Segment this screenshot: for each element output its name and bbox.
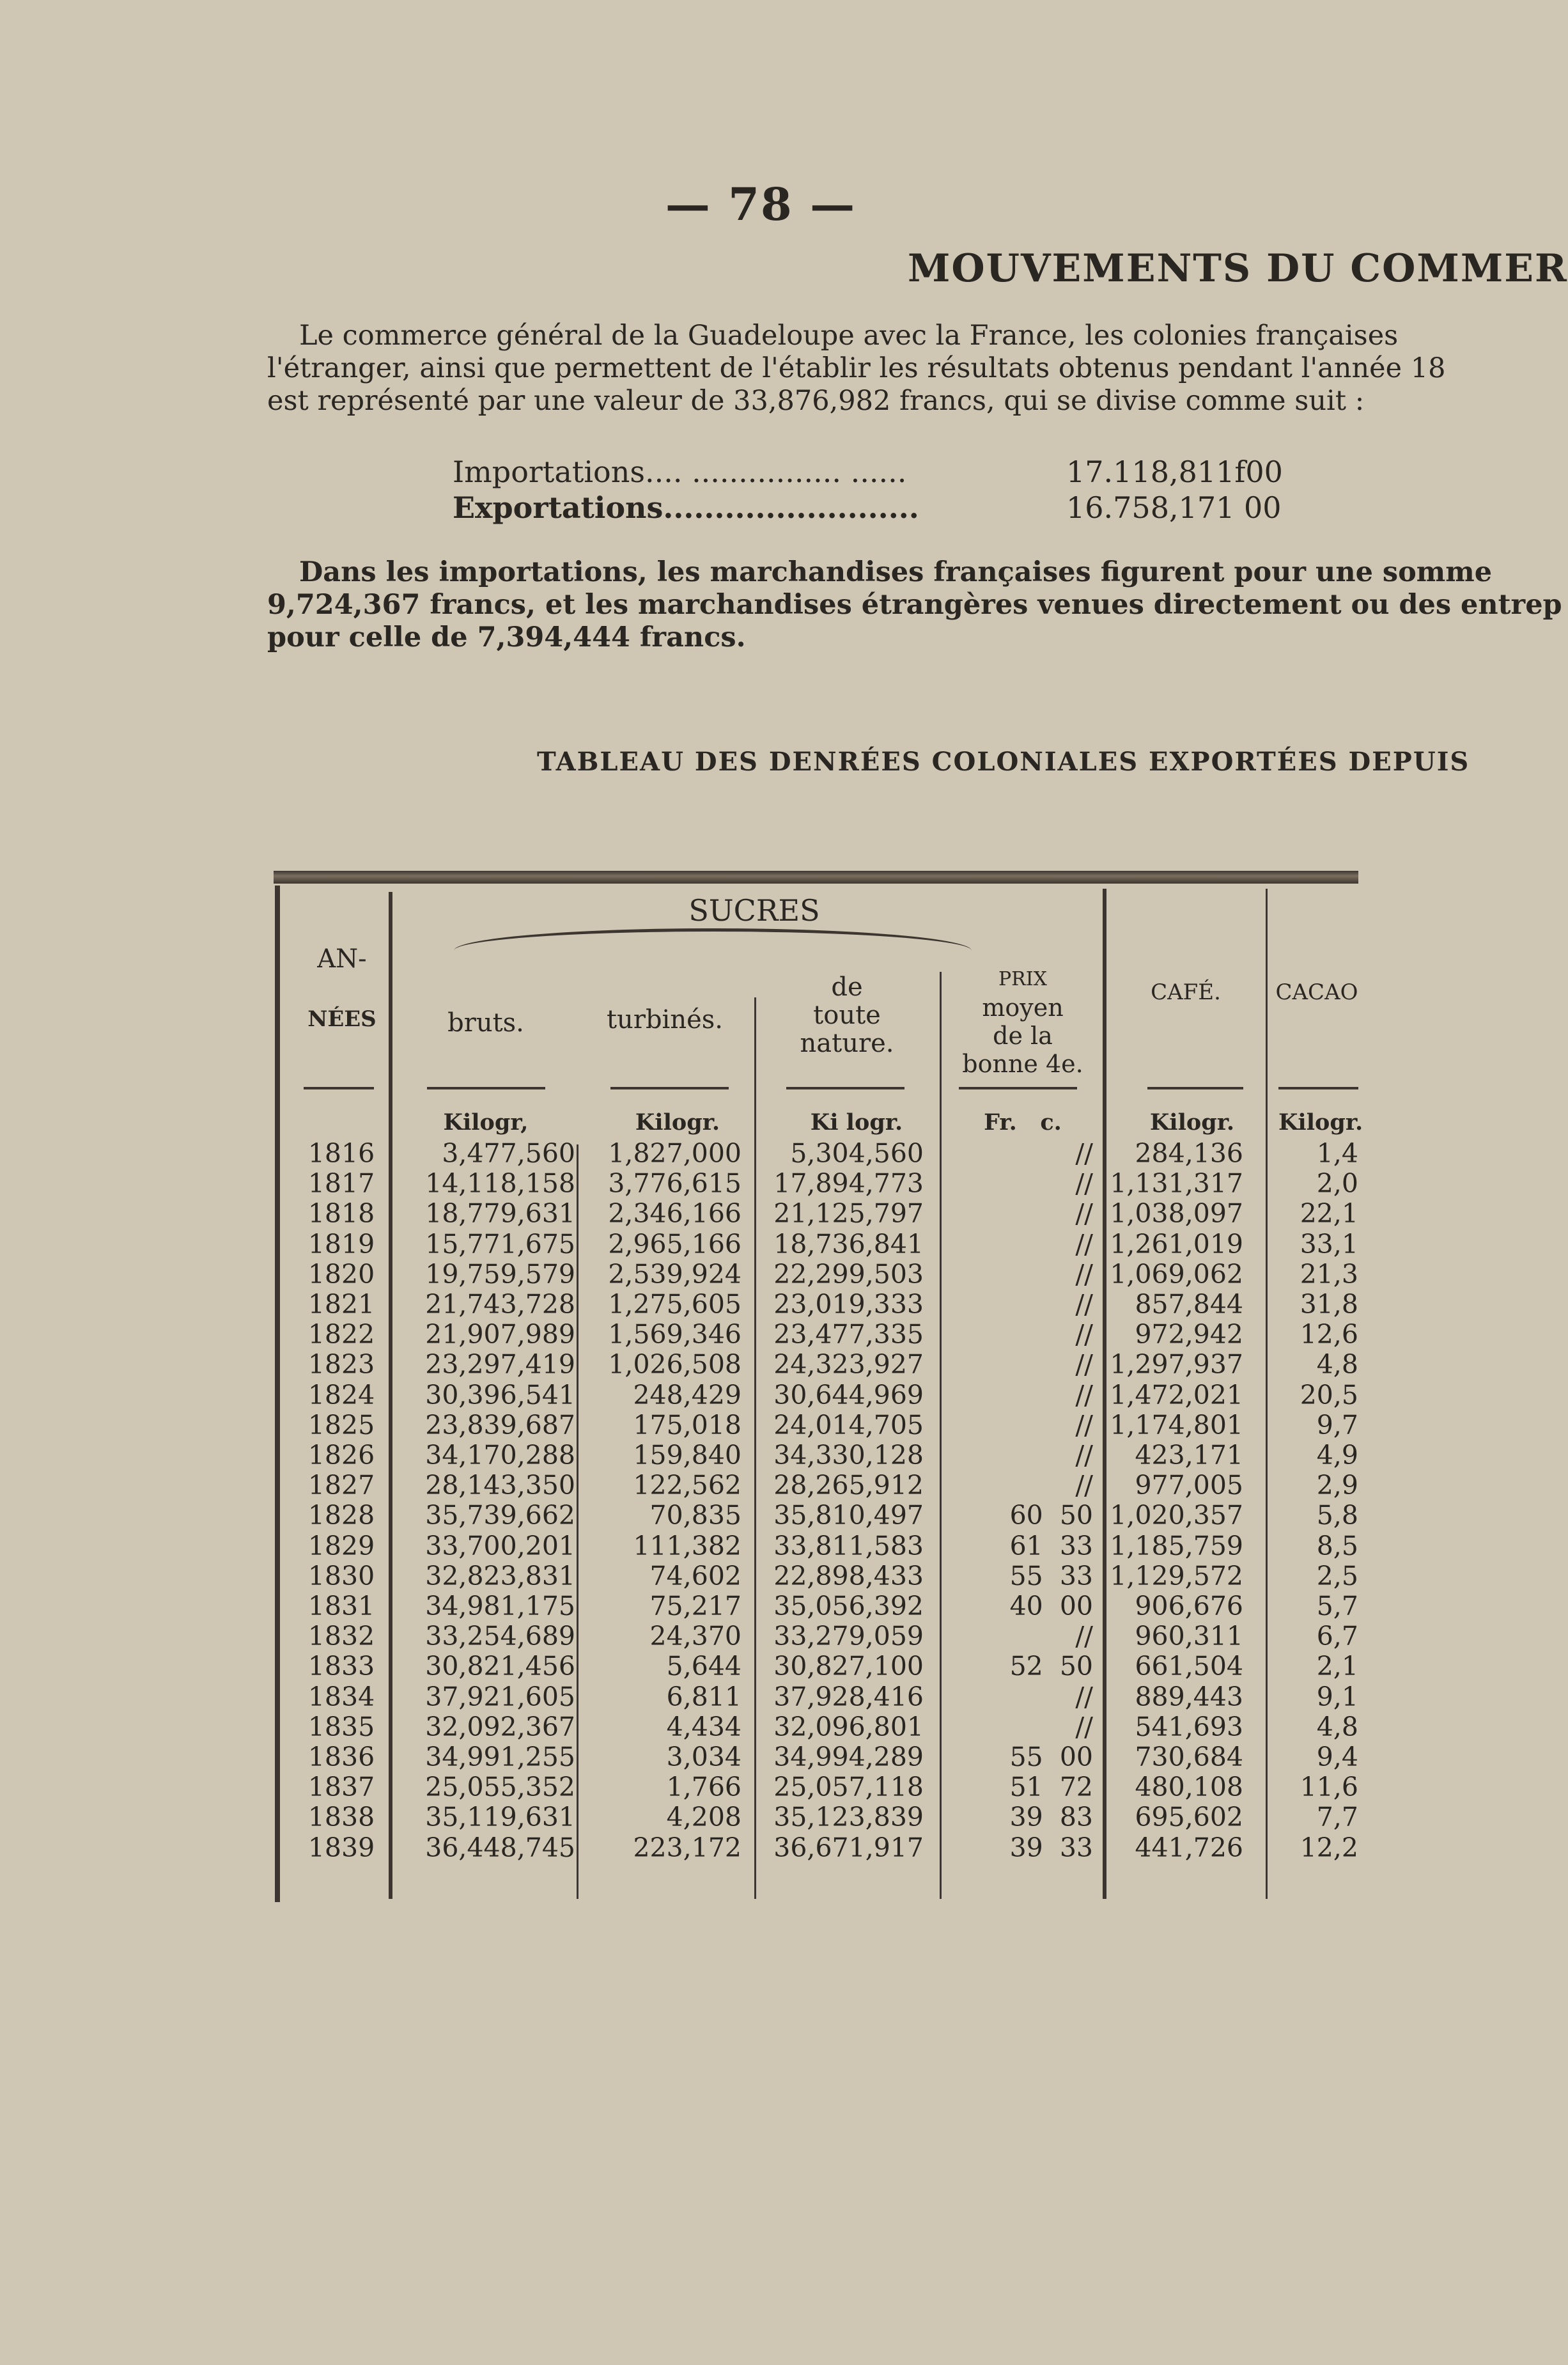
totals-value: 17.118,811f00 xyxy=(1066,455,1283,489)
table-cell-cafe: 1,174,801 xyxy=(1110,1409,1243,1440)
totals-row-importations xyxy=(453,454,1283,490)
table-cell-toute: 28,265,912 xyxy=(773,1470,924,1501)
table-cell-year: 1836 xyxy=(307,1742,375,1772)
table-cell-turb: 1,569,346 xyxy=(608,1319,741,1350)
table-cell-cacao: 2,0 xyxy=(1316,1168,1358,1199)
table-cell-year: 1828 xyxy=(307,1500,375,1531)
table-cell-year: 1818 xyxy=(307,1198,375,1229)
table-cell-year: 1833 xyxy=(307,1651,375,1682)
table-cell-year: 1825 xyxy=(307,1409,375,1440)
table-cell-bruts: 28,143,350 xyxy=(425,1470,575,1501)
table-cell-bruts: 33,254,689 xyxy=(425,1621,575,1652)
table-cell-turb: 2,539,924 xyxy=(608,1258,741,1290)
table-row xyxy=(0,1682,1358,1712)
imports-line: Dans les importations, les marchandises françaises figurent pour une somme xyxy=(299,556,1493,588)
table-cell-prix: // xyxy=(1075,1138,1093,1169)
imports-paragraph xyxy=(267,556,1562,654)
table-cell-cafe: 1,472,021 xyxy=(1110,1379,1243,1410)
table-cell-toute: 33,279,059 xyxy=(773,1621,924,1652)
table-cell-cafe: 541,693 xyxy=(1135,1711,1243,1742)
table-cell-turb: 75,217 xyxy=(649,1591,741,1621)
table-cell-cacao: 2,5 xyxy=(1316,1560,1358,1591)
table-cell-cafe: 730,684 xyxy=(1135,1742,1243,1772)
table-cell-toute: 24,014,705 xyxy=(773,1409,924,1440)
table-row xyxy=(0,1651,1358,1681)
unit-toute: Ki logr. xyxy=(810,1109,903,1136)
table-cell-cacao: 22,1 xyxy=(1300,1198,1358,1229)
header-prix-line: moyen xyxy=(982,994,1064,1022)
table-cell-prix: // xyxy=(1075,1470,1093,1501)
table-cell-cacao: 31,8 xyxy=(1300,1289,1358,1320)
page-number: — 78 — xyxy=(665,178,857,231)
unit-cacao: Kilogr. xyxy=(1278,1109,1363,1136)
table-cell-toute: 25,057,118 xyxy=(773,1772,924,1803)
table-cell-toute: 18,736,841 xyxy=(773,1228,924,1260)
table-cell-turb: 223,172 xyxy=(633,1832,741,1863)
table-cell-prix: 55 33 xyxy=(1009,1560,1093,1591)
unit-bruts: Kilogr, xyxy=(443,1109,529,1136)
header-underline xyxy=(304,1087,374,1089)
table-cell-cafe: 857,844 xyxy=(1135,1289,1243,1320)
table-cell-turb: 74,602 xyxy=(649,1560,741,1591)
table-cell-cacao: 33,1 xyxy=(1300,1228,1358,1260)
table-cell-bruts: 34,991,255 xyxy=(425,1742,575,1772)
table-cell-turb: 4,434 xyxy=(666,1711,741,1742)
table-cell-bruts: 15,771,675 xyxy=(425,1228,575,1260)
table-cell-year: 1826 xyxy=(307,1440,375,1471)
table-cell-bruts: 3,477,560 xyxy=(442,1138,575,1169)
table-cell-toute: 21,125,797 xyxy=(773,1198,924,1229)
table-row xyxy=(0,1410,1358,1440)
imports-line: pour celle de 7,394,444 francs. xyxy=(267,621,746,653)
table-cell-prix: 61 33 xyxy=(1009,1530,1093,1561)
header-toute-line: toute xyxy=(813,1001,881,1030)
table-cell-year: 1816 xyxy=(307,1138,375,1169)
table-row xyxy=(0,1380,1358,1410)
table-cell-toute: 35,123,839 xyxy=(773,1802,924,1833)
table-row xyxy=(0,1229,1358,1259)
table-cell-bruts: 25,055,352 xyxy=(425,1772,575,1803)
table-cell-year: 1823 xyxy=(307,1349,375,1380)
table-cell-turb: 70,835 xyxy=(649,1500,741,1531)
table-cell-bruts: 21,743,728 xyxy=(425,1289,575,1320)
table-cell-turb: 3,776,615 xyxy=(608,1168,741,1199)
table-cell-toute: 32,096,801 xyxy=(773,1711,924,1742)
table-cell-cacao: 1,4 xyxy=(1316,1138,1358,1169)
table-cell-cafe: 441,726 xyxy=(1135,1832,1243,1863)
table-cell-cacao: 2,9 xyxy=(1316,1470,1358,1501)
table-row xyxy=(0,1198,1358,1228)
intro-line: l'étranger, ainsi que permettent de l'établir les résultats obtenus pendant l'année 18 xyxy=(267,352,1446,384)
table-cell-year: 1830 xyxy=(307,1560,375,1591)
header-prix-line: PRIX xyxy=(998,968,1047,990)
table-title: TABLEAU DES DENRÉES COLONIALES EXPORTÉES DEPUIS xyxy=(537,747,1470,777)
table-cell-turb: 111,382 xyxy=(633,1530,741,1561)
header-cafe: CAFÉ. xyxy=(1151,980,1221,1005)
table-cell-year: 1835 xyxy=(307,1711,375,1742)
table-cell-bruts: 33,700,201 xyxy=(425,1530,575,1561)
table-cell-turb: 1,766 xyxy=(666,1772,741,1803)
header-underline xyxy=(786,1087,904,1089)
table-cell-cacao: 5,7 xyxy=(1316,1591,1358,1621)
table-cell-cacao: 12,2 xyxy=(1300,1832,1358,1863)
table-cell-toute: 23,477,335 xyxy=(773,1319,924,1350)
table-cell-turb: 2,965,166 xyxy=(608,1228,741,1260)
table-row xyxy=(0,1742,1358,1772)
table-cell-year: 1827 xyxy=(307,1470,375,1501)
table-cell-cacao: 11,6 xyxy=(1300,1772,1358,1803)
table-row xyxy=(0,1802,1358,1832)
table-cell-year: 1821 xyxy=(307,1289,375,1320)
table-cell-bruts: 34,981,175 xyxy=(425,1591,575,1621)
header-toute-line: nature. xyxy=(800,1029,894,1058)
table-row xyxy=(0,1319,1358,1349)
table-cell-toute: 35,810,497 xyxy=(773,1500,924,1531)
table-cell-cafe: 977,005 xyxy=(1135,1470,1243,1501)
table-cell-turb: 2,346,166 xyxy=(608,1198,741,1229)
table-cell-toute: 35,056,392 xyxy=(773,1591,924,1621)
totals-label: Importations.... ................ ...... xyxy=(453,455,907,489)
table-cell-year: 1837 xyxy=(307,1772,375,1803)
table-cell-bruts: 23,297,419 xyxy=(425,1349,575,1380)
table-cell-year: 1829 xyxy=(307,1530,375,1561)
table-cell-toute: 22,299,503 xyxy=(773,1258,924,1290)
table-cell-year: 1819 xyxy=(307,1228,375,1260)
table-cell-bruts: 21,907,989 xyxy=(425,1319,575,1350)
table-row xyxy=(0,1712,1358,1742)
table-row xyxy=(0,1591,1358,1621)
table-cell-cacao: 7,7 xyxy=(1316,1802,1358,1833)
table-cell-bruts: 19,759,579 xyxy=(425,1258,575,1290)
table-cell-prix: // xyxy=(1075,1349,1093,1380)
table-cell-bruts: 35,739,662 xyxy=(425,1500,575,1531)
totals-row-exportations xyxy=(453,490,1283,526)
header-prix xyxy=(946,965,1099,1078)
table-cell-toute: 30,644,969 xyxy=(773,1379,924,1410)
table-cell-turb: 248,429 xyxy=(633,1379,741,1410)
table-cell-cafe: 1,297,937 xyxy=(1110,1349,1243,1380)
table-cell-turb: 1,275,605 xyxy=(608,1289,741,1320)
section-title: MOUVEMENTS DU COMMER xyxy=(908,246,1568,291)
table-row xyxy=(0,1832,1358,1862)
table-row xyxy=(0,1772,1358,1802)
table-cell-bruts: 35,119,631 xyxy=(425,1802,575,1833)
table-cell-toute: 17,894,773 xyxy=(773,1168,924,1199)
table-row xyxy=(0,1168,1358,1198)
table-cell-cacao: 4,8 xyxy=(1316,1349,1358,1380)
table-cell-year: 1820 xyxy=(307,1258,375,1290)
table-cell-cafe: 480,108 xyxy=(1135,1772,1243,1803)
table-row xyxy=(0,1561,1358,1591)
intro-paragraph xyxy=(267,320,1446,418)
table-cell-turb: 122,562 xyxy=(633,1470,741,1501)
table-cell-turb: 24,370 xyxy=(649,1621,741,1652)
table-cell-prix: // xyxy=(1075,1621,1093,1652)
table-cell-prix: // xyxy=(1075,1681,1093,1712)
table-cell-year: 1832 xyxy=(307,1621,375,1652)
table-cell-turb: 1,827,000 xyxy=(608,1138,741,1169)
table-cell-turb: 6,811 xyxy=(666,1681,741,1712)
table-cell-cafe: 1,020,357 xyxy=(1110,1500,1243,1531)
table-cell-cacao: 12,6 xyxy=(1300,1319,1358,1350)
table-cell-cacao: 8,5 xyxy=(1316,1530,1358,1561)
table-row xyxy=(0,1138,1358,1168)
table-cell-year: 1817 xyxy=(307,1168,375,1199)
table-cell-bruts: 30,396,541 xyxy=(425,1379,575,1410)
table-row xyxy=(0,1440,1358,1470)
table-cell-toute: 36,671,917 xyxy=(773,1832,924,1863)
intro-line: est représenté par une valeur de 33,876,982 francs, qui se divise comme suit : xyxy=(267,385,1365,417)
table-cell-toute: 30,827,100 xyxy=(773,1651,924,1682)
table-row xyxy=(0,1289,1358,1319)
unit-cafe: Kilogr. xyxy=(1149,1109,1235,1136)
table-cell-cacao: 9,4 xyxy=(1316,1742,1358,1772)
table-cell-prix: 51 72 xyxy=(1009,1772,1093,1803)
header-underline xyxy=(1147,1087,1243,1089)
table-cell-cafe: 661,504 xyxy=(1135,1651,1243,1682)
table-cell-cafe: 1,038,097 xyxy=(1110,1198,1243,1229)
table-cell-year: 1834 xyxy=(307,1681,375,1712)
table-cell-cacao: 2,1 xyxy=(1316,1651,1358,1682)
intro-line: Le commerce général de la Guadeloupe avec la France, les colonies françaises xyxy=(299,320,1399,352)
table-cell-cacao: 4,8 xyxy=(1316,1711,1358,1742)
header-cacao: CACAO xyxy=(1275,980,1358,1005)
table-row xyxy=(0,1531,1358,1561)
table-cell-cafe: 1,131,317 xyxy=(1110,1168,1243,1199)
table-cell-year: 1822 xyxy=(307,1319,375,1350)
table-cell-bruts: 34,170,288 xyxy=(425,1440,575,1471)
table-cell-prix: // xyxy=(1075,1289,1093,1320)
table-cell-cacao: 20,5 xyxy=(1300,1379,1358,1410)
table-cell-bruts: 14,118,158 xyxy=(425,1168,575,1199)
table-cell-turb: 1,026,508 xyxy=(608,1349,741,1380)
table-cell-cacao: 21,3 xyxy=(1300,1258,1358,1290)
table-cell-prix: 39 83 xyxy=(1009,1802,1093,1833)
table-cell-year: 1838 xyxy=(307,1802,375,1833)
table-cell-prix: // xyxy=(1075,1168,1093,1199)
totals-value: 16.758,171 00 xyxy=(1066,490,1282,525)
table-cell-cafe: 1,185,759 xyxy=(1110,1530,1243,1561)
table-row xyxy=(0,1259,1358,1289)
table-cell-prix: 39 33 xyxy=(1009,1832,1093,1863)
table-cell-bruts: 32,092,367 xyxy=(425,1711,575,1742)
table-row xyxy=(0,1349,1358,1379)
header-toute-line: de xyxy=(831,972,863,1002)
table-row xyxy=(0,1621,1358,1651)
header-toute-nature xyxy=(764,973,930,1058)
table-cell-prix: // xyxy=(1075,1258,1093,1290)
table-cell-cafe: 1,069,062 xyxy=(1110,1258,1243,1290)
table-cell-prix: 60 50 xyxy=(1009,1500,1093,1531)
totals-list xyxy=(453,454,1283,526)
header-annees-line: AN- xyxy=(317,944,367,974)
table-cell-toute: 22,898,433 xyxy=(773,1560,924,1591)
header-turbines: turbinés. xyxy=(606,1005,724,1034)
header-underline xyxy=(1278,1087,1358,1089)
header-prix-line: de la xyxy=(993,1022,1053,1050)
totals-label: Exportations......................... xyxy=(453,490,919,525)
header-underline xyxy=(959,1087,1077,1089)
table-cell-bruts: 32,823,831 xyxy=(425,1560,575,1591)
table-cell-prix: 40 00 xyxy=(1009,1591,1093,1621)
table-cell-prix: // xyxy=(1075,1440,1093,1471)
table-cell-bruts: 37,921,605 xyxy=(425,1681,575,1712)
table-cell-prix: // xyxy=(1075,1228,1093,1260)
table-cell-bruts: 18,779,631 xyxy=(425,1198,575,1229)
table-cell-prix: // xyxy=(1075,1198,1093,1229)
header-prix-line: bonne 4e. xyxy=(962,1050,1083,1078)
table-cell-toute: 24,323,927 xyxy=(773,1349,924,1380)
unit-turbines: Kilogr. xyxy=(635,1109,720,1136)
header-bruts: bruts. xyxy=(447,1008,524,1038)
table-cell-bruts: 23,839,687 xyxy=(425,1409,575,1440)
table-cell-year: 1831 xyxy=(307,1591,375,1621)
header-annees-line: NÉES xyxy=(307,1006,376,1032)
table-cell-cacao: 9,7 xyxy=(1316,1409,1358,1440)
imports-line: 9,724,367 francs, et les marchandises étrangères venues directement ou des entrep xyxy=(267,589,1562,621)
table-cell-cafe: 960,311 xyxy=(1135,1621,1243,1652)
table-cell-toute: 33,811,583 xyxy=(773,1530,924,1561)
table-cell-cafe: 423,171 xyxy=(1135,1440,1243,1471)
header-annees xyxy=(300,945,384,1033)
table-cell-turb: 5,644 xyxy=(666,1651,741,1682)
header-underline xyxy=(427,1087,545,1089)
table-cell-turb: 4,208 xyxy=(666,1802,741,1833)
table-cell-year: 1824 xyxy=(307,1379,375,1410)
table-top-rule xyxy=(274,871,1358,884)
table-cell-bruts: 36,448,745 xyxy=(425,1832,575,1863)
table-cell-turb: 3,034 xyxy=(666,1742,741,1772)
table-cell-toute: 37,928,416 xyxy=(773,1681,924,1712)
header-sucres: SUCRES xyxy=(688,893,820,928)
table-cell-prix: 52 50 xyxy=(1009,1651,1093,1682)
table-cell-cacao: 6,7 xyxy=(1316,1621,1358,1652)
table-cell-cacao: 4,9 xyxy=(1316,1440,1358,1471)
table-cell-toute: 5,304,560 xyxy=(790,1138,924,1169)
table-cell-cafe: 1,261,019 xyxy=(1110,1228,1243,1260)
table-cell-cafe: 695,602 xyxy=(1135,1802,1243,1833)
table-row xyxy=(0,1470,1358,1500)
table-cell-cafe: 906,676 xyxy=(1135,1591,1243,1621)
header-underline xyxy=(610,1087,729,1089)
table-cell-prix: // xyxy=(1075,1319,1093,1350)
table-cell-cacao: 9,1 xyxy=(1316,1681,1358,1712)
table-cell-cafe: 284,136 xyxy=(1135,1138,1243,1169)
table-cell-cafe: 1,129,572 xyxy=(1110,1560,1243,1591)
unit-prix: Fr. c. xyxy=(984,1109,1062,1136)
table-cell-toute: 34,994,289 xyxy=(773,1742,924,1772)
table-cell-toute: 23,019,333 xyxy=(773,1289,924,1320)
table-row xyxy=(0,1500,1358,1530)
table-cell-bruts: 30,821,456 xyxy=(425,1651,575,1682)
table-cell-prix: // xyxy=(1075,1379,1093,1410)
table-cell-cafe: 972,942 xyxy=(1135,1319,1243,1350)
table-cell-toute: 34,330,128 xyxy=(773,1440,924,1471)
table-cell-prix: // xyxy=(1075,1711,1093,1742)
table-cell-turb: 159,840 xyxy=(633,1440,741,1471)
table-cell-prix: 55 00 xyxy=(1009,1742,1093,1772)
table-cell-year: 1839 xyxy=(307,1832,375,1863)
table-cell-prix: // xyxy=(1075,1409,1093,1440)
table-cell-turb: 175,018 xyxy=(633,1409,741,1440)
table-cell-cacao: 5,8 xyxy=(1316,1500,1358,1531)
table-cell-cafe: 889,443 xyxy=(1135,1681,1243,1712)
